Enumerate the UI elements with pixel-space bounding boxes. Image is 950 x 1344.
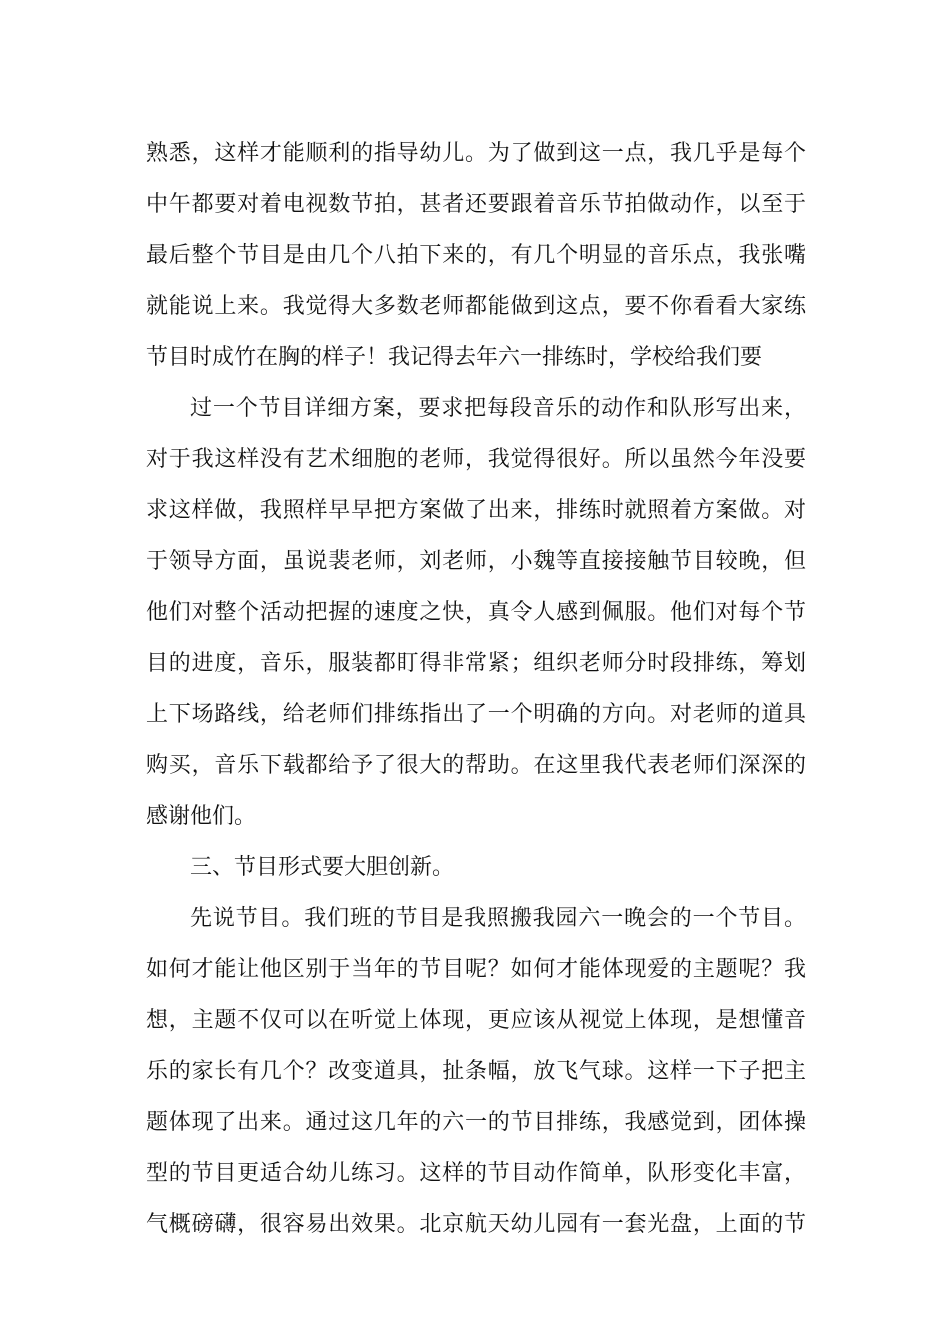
text-line: 于领导方面，虽说裴老师，刘老师，小魏等直接接触节目较晚，但 xyxy=(146,549,806,574)
text-line: 他们对整个活动把握的速度之快，真令人感到佩服。他们对每个节 xyxy=(146,600,806,625)
text-line: 目的进度，音乐，服装都盯得非常紧；组织老师分时段排练，筹划 xyxy=(146,651,806,676)
text-line: 节目时成竹在胸的样子！我记得去年六一排练时，学校给我们要 xyxy=(146,345,763,370)
text-line: 三、节目形式要大胆创新。 xyxy=(190,855,455,880)
paragraph xyxy=(146,893,806,1250)
text-line: 想，主题不仅可以在听觉上体现，更应该从视觉上体现，是想懂音 xyxy=(146,1008,806,1033)
paragraph xyxy=(146,128,806,383)
text-line: 熟悉，这样才能顺利的指导幼儿。为了做到这一点，我几乎是每个 xyxy=(146,141,806,166)
text-line: 最后整个节目是由几个八拍下来的，有几个明显的音乐点，我张嘴 xyxy=(146,243,806,268)
document-body xyxy=(146,128,806,1250)
text-line: 感谢他们。 xyxy=(146,804,257,829)
text-line: 先说节目。我们班的节目是我照搬我园六一晚会的一个节目。 xyxy=(190,906,806,931)
text-line: 题体现了出来。通过这几年的六一的节目排练，我感觉到，团体操 xyxy=(146,1110,806,1135)
section-heading xyxy=(146,842,806,893)
text-line: 购买，音乐下载都给予了很大的帮助。在这里我代表老师们深深的 xyxy=(146,753,806,778)
paragraph xyxy=(146,383,806,842)
text-line: 型的节目更适合幼儿练习。这样的节目动作简单，队形变化丰富， xyxy=(146,1161,806,1186)
text-line: 对于我这样没有艺术细胞的老师，我觉得很好。所以虽然今年没要 xyxy=(146,447,806,472)
text-line: 就能说上来。我觉得大多数老师都能做到这点，要不你看看大家练 xyxy=(146,294,806,319)
text-line: 过一个节目详细方案，要求把每段音乐的动作和队形写出来， xyxy=(190,396,806,421)
text-line: 乐的家长有几个？改变道具，扯条幅，放飞气球。这样一下子把主 xyxy=(146,1059,806,1084)
text-line: 上下场路线，给老师们排练指出了一个明确的方向。对老师的道具 xyxy=(146,702,806,727)
text-line: 求这样做，我照样早早把方案做了出来，排练时就照着方案做。对 xyxy=(146,498,806,523)
text-line: 如何才能让他区别于当年的节目呢？如何才能体现爱的主题呢？我 xyxy=(146,957,806,982)
text-line: 气概磅礴，很容易出效果。北京航天幼儿园有一套光盘，上面的节 xyxy=(146,1212,806,1237)
text-line: 中午都要对着电视数节拍，甚者还要跟着音乐节拍做动作，以至于 xyxy=(146,192,806,217)
